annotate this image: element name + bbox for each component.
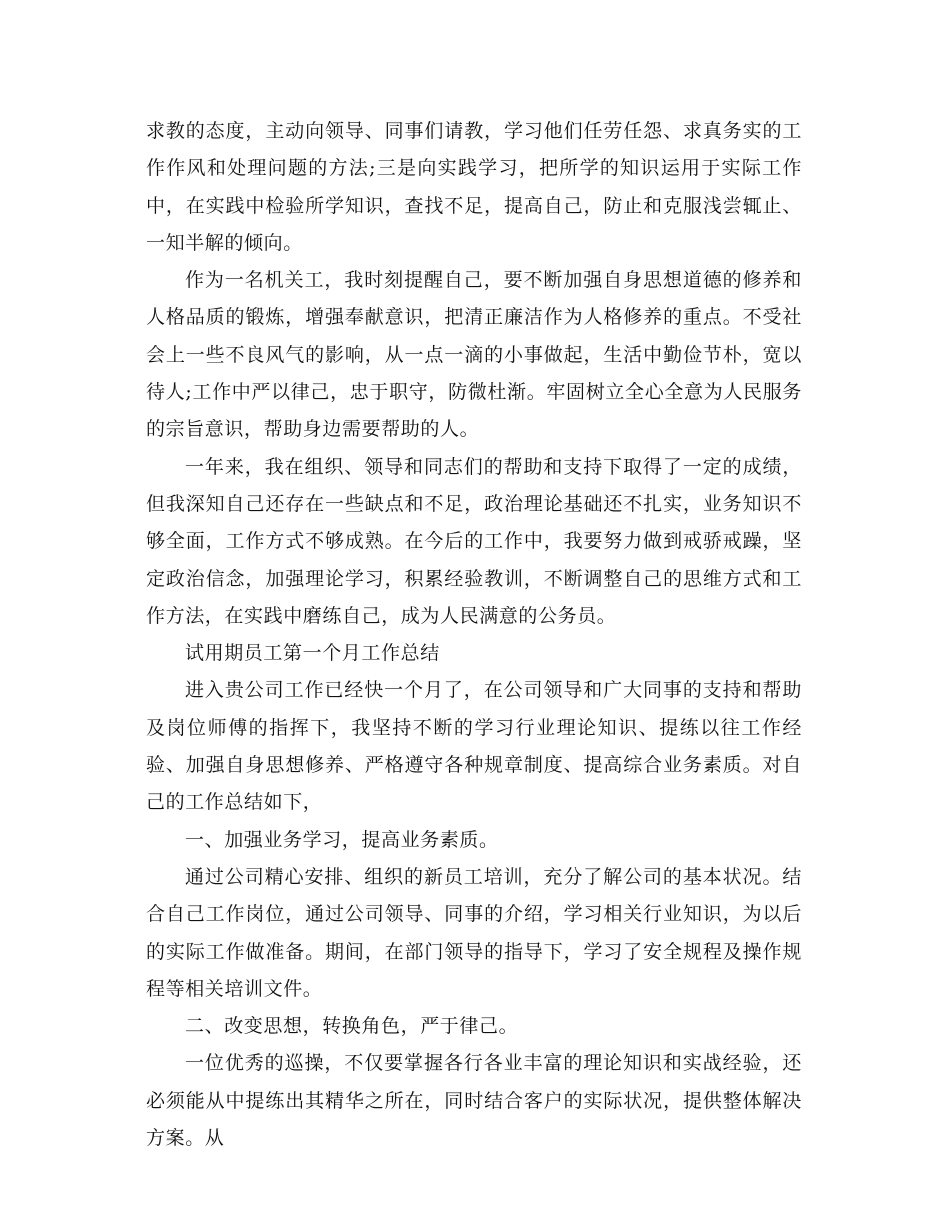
heading-2: 二、改变思想，转换角色，严于律己。 [185, 1015, 519, 1038]
paragraph-4: 进入贵公司工作已经快一个月了，在公司领导和广大同事的支持和帮助及岗位师傅的指挥下，我坚持不断的学习行业理论知识、提练以往工作经验、加强自身思想修养、严格遵守各种规章制度、提高综合业务素质。对自己的工作总结如下， [146, 679, 802, 814]
paragraph-3: 一年来，我在组织、领导和同志们的帮助和支持下取得了一定的成绩，但我深知自己还存在一些缺点和不足，政治理论基础还不扎实，业务知识不够全面，工作方式不够成熟。在今后的工作中，我要努力做到戒骄戒躁，坚定政治信念，加强理论学习，积累经验教训，不断调整自己的思维方式和工作方法，在实践中磨练自己，成为人民满意的公务员。 [146, 455, 802, 627]
paragraph-1: 求教的态度，主动向领导、同事们请教，学习他们任劳任怨、求真务实的工作作风和处理问题的方法;三是向实践学习，把所学的知识运用于实际工作中，在实践中检验所学知识，查找不足，提高自己，防止和克服浅尝辄止、一知半解的倾向。 [146, 120, 802, 254]
heading-1: 一、加强业务学习，提高业务素质。 [185, 828, 499, 851]
paragraph-2: 作为一名机关工，我时刻提醒自己，要不断加强自身思想道德的修养和人格品质的锻炼，增强奉献意识，把清正廉洁作为人格修养的重点。不受社会上一些不良风气的影响，从一点一滴的小事做起，生活中勤俭节朴，宽以待人;工作中严以律己，忠于职守，防微杜渐。牢固树立全心全意为人民服务的宗旨意识，帮助身边需要帮助的人。 [146, 269, 802, 441]
paragraph-6: 一位优秀的巡操，不仅要掌握各行各业丰富的理论知识和实战经验，还必须能从中提练出其精华之所在，同时结合客户的实际状况，提供整体解决方案。从 [146, 1052, 802, 1150]
paragraph-5: 通过公司精心安排、组织的新员工培训，充分了解公司的基本状况。结合自己工作岗位，通过公司领导、同事的介绍，学习相关行业知识，为以后的实际工作做准备。期间，在部门领导的指导下，学习了安全规程及操作规程等相关培训文件。 [146, 865, 802, 1000]
section-title: 试用期员工第一个月工作总结 [185, 642, 440, 665]
document-body [146, 113, 802, 1157]
